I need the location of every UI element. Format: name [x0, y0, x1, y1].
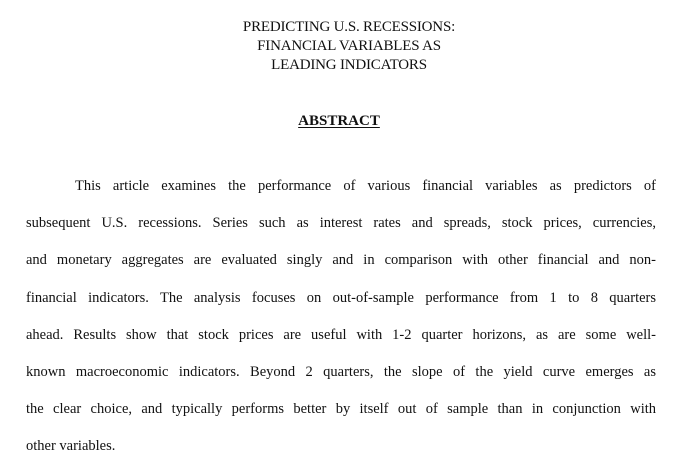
abstract-line: This article examines the performance of various financial variables as predictors of — [75, 178, 656, 194]
title-line: LEADING INDICATORS — [271, 57, 427, 73]
title-line: PREDICTING U.S. RECESSIONS: — [242, 19, 456, 35]
abstract-heading: ABSTRACT — [298, 113, 380, 129]
abstract-line: the clear choice, and typically performs better by itself out of sample than in conjunction with — [26, 401, 656, 418]
abstract-line: other variables. — [26, 438, 116, 455]
abstract-line: known macroeconomic indicators. Beyond 2 quarters, the slope of the yield curve emerges as — [26, 364, 656, 381]
abstract-body — [26, 168, 656, 466]
title-line: FINANCIAL VARIABLES AS — [257, 38, 441, 54]
abstract-line: and monetary aggregates are evaluated singly and in comparison with other financial and non- — [26, 252, 656, 269]
paper-title — [0, 18, 698, 75]
abstract-line: financial indicators. The analysis focuses on out-of-sample performance from 1 to 8 quarters — [26, 289, 656, 306]
abstract-line: subsequent U.S. recessions. Series such as interest rates and spreads, stock prices, currencies, — [26, 215, 656, 232]
abstract-line: ahead. Results show that stock prices are useful with 1-2 quarter horizons, as are some well- — [26, 326, 656, 343]
